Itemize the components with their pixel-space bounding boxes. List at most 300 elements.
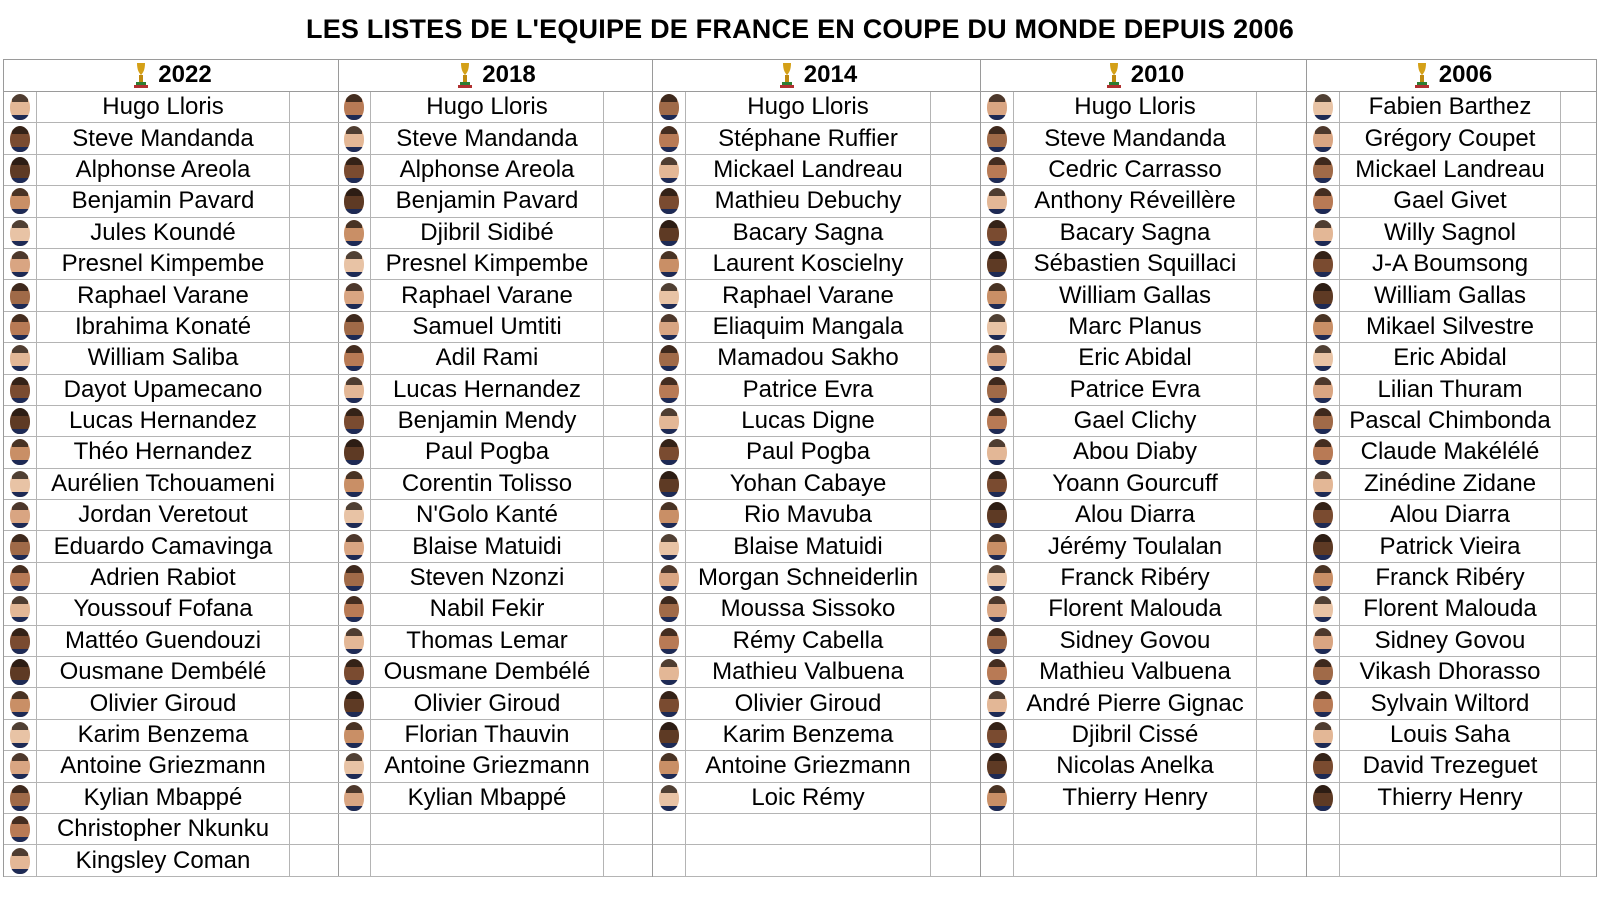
player-photo-icon — [1313, 534, 1333, 560]
table-row — [981, 469, 1306, 500]
player-photo-icon — [344, 722, 364, 748]
player-photo-icon — [10, 345, 30, 371]
photo-cell — [1307, 688, 1340, 718]
player-name: Alphonse Areola — [75, 155, 251, 183]
player-name-cell — [1340, 312, 1561, 342]
table-row — [338, 249, 652, 280]
table-row — [4, 688, 338, 719]
player-photo-icon — [987, 439, 1007, 465]
table-row — [4, 92, 338, 123]
player-name-cell — [37, 92, 290, 122]
player-photo-icon — [659, 502, 679, 528]
player-name: Grégory Coupet — [1364, 124, 1536, 152]
player-photo-icon — [10, 785, 30, 811]
player-name: Mathieu Valbuena — [1039, 658, 1231, 686]
player-name-cell — [1014, 186, 1257, 216]
player-name: Corentin Tolisso — [401, 469, 573, 497]
table-row — [653, 845, 980, 876]
player-name: Ousmane Dembélé — [59, 658, 267, 686]
photo-cell — [1307, 437, 1340, 467]
player-photo-icon — [344, 439, 364, 465]
player-name-cell — [371, 531, 604, 561]
player-photo-icon — [659, 157, 679, 183]
player-photo-icon — [1313, 439, 1333, 465]
player-photo-icon — [659, 126, 679, 152]
player-name-cell — [371, 814, 604, 844]
player-name: Morgan Schneiderlin — [697, 564, 919, 592]
photo-cell — [1307, 123, 1340, 153]
table-row — [653, 123, 980, 154]
photo-cell — [653, 218, 686, 248]
photo-cell — [653, 783, 686, 813]
player-name-cell — [1014, 500, 1257, 530]
player-photo-icon — [987, 126, 1007, 152]
player-name: Yoann Gourcuff — [1052, 469, 1218, 497]
table-row — [981, 249, 1306, 280]
player-name-cell — [1014, 814, 1257, 844]
table-row — [338, 783, 652, 814]
player-name: Jordan Veretout — [78, 501, 248, 529]
photo-cell — [653, 469, 686, 499]
player-photo-icon — [987, 628, 1007, 654]
table-row — [1307, 92, 1596, 123]
table-row — [338, 563, 652, 594]
player-name: Blaise Matuidi — [733, 532, 883, 560]
player-photo-icon — [659, 596, 679, 622]
player-name-cell — [37, 814, 290, 844]
player-name-cell — [1340, 92, 1561, 122]
table-row — [4, 343, 338, 374]
table-row — [4, 814, 338, 845]
player-photo-icon — [659, 691, 679, 717]
photo-cell — [4, 688, 37, 718]
player-photo-icon — [1313, 471, 1333, 497]
player-photo-icon — [344, 596, 364, 622]
table-row — [1307, 123, 1596, 154]
player-name: Eric Abidal — [1393, 344, 1507, 372]
photo-cell — [1307, 155, 1340, 185]
player-name-cell — [371, 845, 604, 875]
table-row — [1307, 218, 1596, 249]
player-photo-icon — [344, 283, 364, 309]
player-photo-icon — [659, 534, 679, 560]
player-photo-icon — [987, 471, 1007, 497]
player-photo-icon — [659, 94, 679, 120]
player-name: Samuel Umtiti — [412, 312, 562, 340]
player-name: Zinédine Zidane — [1363, 469, 1537, 497]
player-name-cell — [1014, 437, 1257, 467]
player-name-cell — [37, 751, 290, 781]
player-name: Thomas Lemar — [406, 626, 568, 654]
player-photo-icon — [10, 251, 30, 277]
spreadsheet — [3, 0, 1597, 900]
player-name: Mickael Landreau — [1355, 155, 1545, 183]
player-name: Mattéo Guendouzi — [64, 626, 262, 654]
player-name-cell — [686, 375, 931, 405]
column-header — [4, 59, 338, 92]
table-row — [981, 155, 1306, 186]
player-name: Eliaquim Mangala — [712, 312, 904, 340]
player-name-cell — [1340, 375, 1561, 405]
player-photo-icon — [10, 157, 30, 183]
table-row — [1307, 688, 1596, 719]
player-photo-icon — [10, 126, 30, 152]
table-row — [338, 312, 652, 343]
player-photo-icon — [987, 283, 1007, 309]
player-name: William Gallas — [1373, 281, 1526, 309]
table-row — [653, 249, 980, 280]
photo-cell — [4, 375, 37, 405]
photo-cell — [4, 312, 37, 342]
player-name-cell — [1340, 406, 1561, 436]
table-row — [4, 563, 338, 594]
player-photo-icon — [987, 659, 1007, 685]
player-name: Karim Benzema — [77, 721, 249, 748]
table-row — [1307, 249, 1596, 280]
photo-cell — [653, 626, 686, 656]
player-name: Alou Diarra — [1389, 501, 1511, 529]
player-name: Loic Rémy — [751, 783, 865, 811]
player-name-cell — [686, 783, 931, 813]
photo-cell — [4, 783, 37, 813]
player-name-cell — [686, 186, 931, 216]
player-photo-icon — [1313, 691, 1333, 717]
photo-cell — [981, 186, 1014, 216]
player-photo-icon — [10, 377, 30, 403]
player-name: Benjamin Pavard — [395, 187, 579, 215]
table-row — [4, 720, 338, 751]
player-name: Presnel Kimpembe — [385, 250, 589, 278]
table-row — [981, 626, 1306, 657]
player-name-cell — [37, 845, 290, 875]
table-row — [338, 406, 652, 437]
photo-cell — [653, 343, 686, 373]
tournament-year: 2010 — [1130, 61, 1185, 88]
table-row — [653, 500, 980, 531]
table-row — [981, 563, 1306, 594]
photo-cell — [981, 155, 1014, 185]
player-name: Hugo Lloris — [426, 93, 548, 121]
player-name-cell — [371, 186, 604, 216]
photo-cell — [981, 312, 1014, 342]
player-photo-icon — [987, 345, 1007, 371]
table-row — [338, 688, 652, 719]
player-name-cell — [686, 406, 931, 436]
player-photo-icon — [344, 94, 364, 120]
table-row — [981, 845, 1306, 876]
player-name-cell — [1014, 783, 1257, 813]
player-photo-icon — [987, 753, 1007, 779]
table-row — [4, 469, 338, 500]
player-name-cell — [371, 563, 604, 593]
table-row — [981, 688, 1306, 719]
table-row — [1307, 500, 1596, 531]
table-row — [981, 343, 1306, 374]
photo-cell — [653, 751, 686, 781]
photo-cell — [338, 406, 371, 436]
player-photo-icon — [659, 439, 679, 465]
player-photo-icon — [987, 691, 1007, 717]
table-row — [338, 531, 652, 562]
player-name: Mikael Silvestre — [1365, 312, 1535, 340]
photo-cell — [653, 814, 686, 844]
player-name-cell — [371, 123, 604, 153]
player-photo-icon — [1313, 785, 1333, 811]
player-name-cell — [686, 500, 931, 530]
photo-cell — [338, 720, 371, 750]
player-name-cell — [1340, 123, 1561, 153]
player-name-cell — [37, 218, 290, 248]
player-photo-icon — [1313, 722, 1333, 748]
table-row — [653, 688, 980, 719]
player-name-cell — [686, 218, 931, 248]
photo-cell — [4, 531, 37, 561]
photo-cell — [981, 626, 1014, 656]
player-name-cell — [1014, 688, 1257, 718]
player-name: Olivier Giroud — [413, 689, 561, 717]
photo-cell — [338, 312, 371, 342]
player-photo-icon — [10, 534, 30, 560]
player-name: Florian Thauvin — [404, 721, 570, 748]
photo-cell — [653, 92, 686, 122]
table-row — [981, 218, 1306, 249]
player-name: Aurélien Tchouameni — [51, 469, 275, 497]
player-name-cell — [686, 249, 931, 279]
player-name: Mathieu Debuchy — [714, 187, 902, 215]
player-name: Pascal Chimbonda — [1349, 407, 1551, 435]
table-row — [338, 218, 652, 249]
player-photo-icon — [10, 439, 30, 465]
player-photo-icon — [10, 753, 30, 779]
table-row — [338, 626, 652, 657]
player-photo-icon — [659, 753, 679, 779]
player-name-cell — [1340, 437, 1561, 467]
player-name: Nabil Fekir — [429, 595, 545, 623]
table-row — [653, 720, 980, 751]
tournament-column-2006 — [1307, 59, 1597, 877]
photo-cell — [338, 155, 371, 185]
player-name: Karim Benzema — [722, 721, 894, 748]
player-photo-icon — [659, 377, 679, 403]
player-photo-icon — [659, 471, 679, 497]
player-name-cell — [371, 375, 604, 405]
table-row — [4, 186, 338, 217]
table-row — [653, 626, 980, 657]
player-name-cell — [37, 437, 290, 467]
table-row — [338, 343, 652, 374]
player-name: Steven Nzonzi — [409, 564, 565, 592]
photo-cell — [653, 186, 686, 216]
player-photo-icon — [10, 691, 30, 717]
player-name-cell — [1014, 312, 1257, 342]
table-row — [981, 594, 1306, 625]
player-name-cell — [37, 657, 290, 687]
tournament-year: 2018 — [482, 61, 536, 88]
player-name-cell — [1340, 563, 1561, 593]
player-photo-icon — [344, 345, 364, 371]
photo-cell — [653, 375, 686, 405]
player-photo-icon — [659, 251, 679, 277]
table-row — [338, 92, 652, 123]
player-name-cell — [686, 657, 931, 687]
player-photo-icon — [1313, 659, 1333, 685]
player-name-cell — [1014, 563, 1257, 593]
table-row — [4, 218, 338, 249]
table-row — [4, 375, 338, 406]
photo-cell — [4, 249, 37, 279]
photo-cell — [338, 814, 371, 844]
player-photo-icon — [1313, 502, 1333, 528]
player-name: David Trezeguet — [1362, 752, 1538, 780]
player-photo-icon — [10, 848, 30, 874]
photo-cell — [981, 123, 1014, 153]
player-name-cell — [1014, 531, 1257, 561]
player-photo-icon — [344, 691, 364, 717]
player-name-cell — [1340, 783, 1561, 813]
player-name: Antoine Griezmann — [60, 752, 266, 780]
player-name: Raphael Varane — [722, 281, 894, 309]
table-row — [338, 123, 652, 154]
player-photo-icon — [987, 157, 1007, 183]
player-photo-icon — [344, 534, 364, 560]
photo-cell — [338, 531, 371, 561]
player-name-cell — [1340, 469, 1561, 499]
photo-cell — [338, 845, 371, 875]
player-name: Hugo Lloris — [747, 93, 869, 121]
table-row — [653, 375, 980, 406]
photo-cell — [653, 720, 686, 750]
photo-cell — [981, 375, 1014, 405]
player-photo-icon — [344, 314, 364, 340]
table-row — [1307, 751, 1596, 782]
player-name: Patrice Evra — [742, 375, 874, 403]
table-row — [653, 343, 980, 374]
player-name: Antoine Griezmann — [384, 752, 590, 780]
photo-cell — [653, 657, 686, 687]
player-name: Thierry Henry — [1062, 783, 1208, 811]
player-name: Kingsley Coman — [75, 846, 251, 874]
photo-cell — [338, 626, 371, 656]
photo-cell — [981, 783, 1014, 813]
player-name-cell — [37, 186, 290, 216]
photo-cell — [4, 500, 37, 530]
player-photo-icon — [659, 628, 679, 654]
photo-cell — [1307, 720, 1340, 750]
photo-cell — [1307, 218, 1340, 248]
player-name-cell — [686, 626, 931, 656]
table-row — [981, 814, 1306, 845]
photo-cell — [653, 563, 686, 593]
player-name: Adil Rami — [435, 344, 539, 372]
player-name: Djibril Cissé — [1071, 721, 1199, 748]
tournament-column-2010 — [981, 59, 1307, 877]
photo-cell — [1307, 845, 1340, 875]
player-name: Youssouf Fofana — [73, 595, 253, 623]
player-name: Stéphane Ruffier — [718, 124, 898, 152]
player-name: Steve Mandanda — [72, 124, 254, 152]
player-name-cell — [371, 688, 604, 718]
photo-cell — [1307, 186, 1340, 216]
player-photo-icon — [987, 377, 1007, 403]
photo-cell — [1307, 531, 1340, 561]
player-photo-icon — [344, 565, 364, 591]
photo-cell — [4, 280, 37, 310]
column-header — [981, 59, 1306, 92]
player-name: Mamadou Sakho — [717, 344, 899, 372]
player-photo-icon — [1313, 345, 1333, 371]
photo-cell — [1307, 375, 1340, 405]
player-name-cell — [1340, 531, 1561, 561]
photo-cell — [338, 751, 371, 781]
player-name: Sébastien Squillaci — [1033, 250, 1237, 278]
photo-cell — [653, 312, 686, 342]
photo-cell — [4, 406, 37, 436]
player-name-cell — [1014, 594, 1257, 624]
table-row — [653, 437, 980, 468]
column-header — [338, 59, 652, 92]
player-photo-icon — [344, 628, 364, 654]
player-name-cell — [1340, 280, 1561, 310]
player-name-cell — [37, 343, 290, 373]
photo-cell — [981, 814, 1014, 844]
photo-cell — [1307, 343, 1340, 373]
table-row — [338, 751, 652, 782]
player-photo-icon — [987, 596, 1007, 622]
player-name-cell — [37, 280, 290, 310]
player-name-cell — [1340, 720, 1561, 750]
player-name-cell — [1014, 92, 1257, 122]
photo-cell — [338, 469, 371, 499]
player-name-cell — [371, 469, 604, 499]
photo-cell — [4, 720, 37, 750]
player-name-cell — [1340, 500, 1561, 530]
player-photo-icon — [659, 785, 679, 811]
player-photo-icon — [987, 188, 1007, 214]
player-photo-icon — [1313, 126, 1333, 152]
player-name-cell — [371, 155, 604, 185]
player-name: Hugo Lloris — [102, 93, 224, 121]
player-name: J-A Boumsong — [1371, 250, 1529, 278]
table-row — [653, 783, 980, 814]
photo-cell — [338, 343, 371, 373]
tournament-column-2014 — [653, 59, 981, 877]
player-photo-icon — [344, 502, 364, 528]
player-name: Bacary Sagna — [732, 218, 884, 246]
photo-cell — [1307, 500, 1340, 530]
player-photo-icon — [344, 753, 364, 779]
player-name: Gael Givet — [1393, 187, 1507, 215]
table-row — [338, 500, 652, 531]
player-photo-icon — [1313, 565, 1333, 591]
table-row — [653, 814, 980, 845]
player-name-cell — [1014, 751, 1257, 781]
table-row — [653, 280, 980, 311]
player-name: Anthony Réveillère — [1034, 187, 1236, 215]
player-photo-icon — [659, 220, 679, 246]
table-row — [981, 783, 1306, 814]
player-name-cell — [1340, 343, 1561, 373]
table-row — [653, 155, 980, 186]
player-name-cell — [1014, 218, 1257, 248]
table-row — [338, 437, 652, 468]
player-name-cell — [371, 500, 604, 530]
player-name-cell — [686, 343, 931, 373]
table-row — [653, 218, 980, 249]
table-row — [1307, 469, 1596, 500]
photo-cell — [4, 155, 37, 185]
russia-2018-trophy-icon — [454, 61, 476, 89]
table-row — [653, 563, 980, 594]
